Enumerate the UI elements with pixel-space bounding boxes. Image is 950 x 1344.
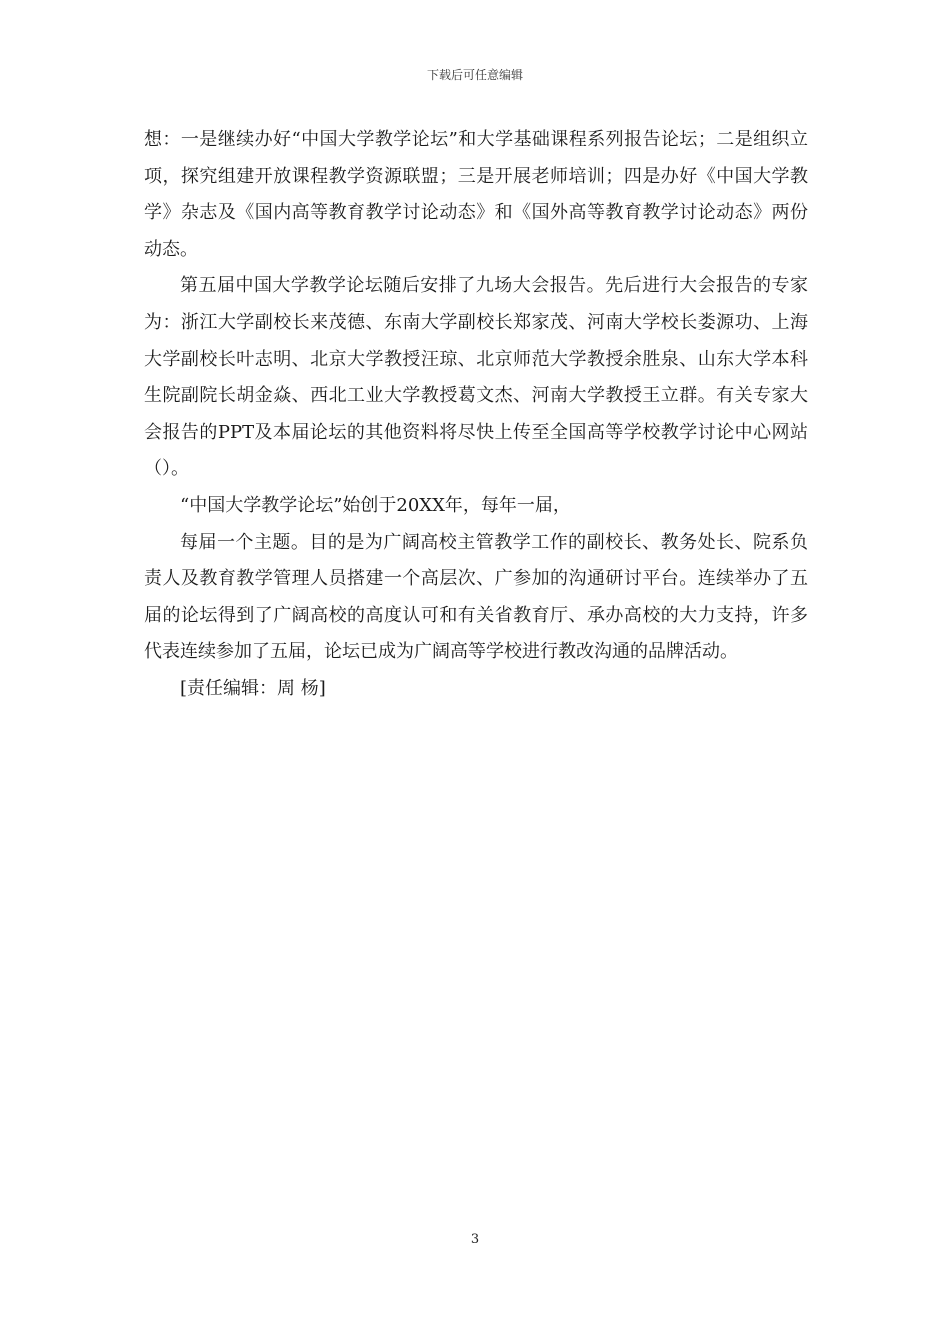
paragraph-continuation: 想：一是继续办好“中国大学教学论坛”和大学基础课程系列报告论坛；二是组织立项，探究组建开放课程教学资源联盟；三是开展老师培训；四是办好《中国大学教学》杂志及《国内高等教育教学讨论动态》和《国外高等教育教学讨论动态》两份动态。	[144, 129, 808, 260]
page-header: 下载后可任意编辑	[426, 68, 523, 82]
responsible-editor: [责任编辑：周 杨]	[180, 677, 326, 699]
paragraph-forum-origin: “中国大学教学论坛”始创于20XX年，每年一届，	[180, 494, 571, 516]
page-number: 3	[470, 1232, 480, 1247]
paragraph-forum-purpose: 每届一个主题。目的是为广阔高校主管教学工作的副校长、教务处长、院系负责人及教育教学管理人员搭建一个高层次、广参加的沟通研讨平台。连续举办了五届的论坛得到了广阔高校的高度认可和有关省教育厅、承办高校的大力支持，许多代表连续参加了五届，论坛已成为广阔高等学校进行教改沟通的品牌活动。	[144, 531, 808, 663]
paragraph-reports: 第五届中国大学教学论坛随后安排了九场大会报告。先后进行大会报告的专家为：浙江大学副校长来茂德、东南大学副校长郑家茂、河南大学校长娄源功、上海大学副校长叶志明、北京大学教授汪琼、北京师范大学教授余胜泉、山东大学本科生院副院长胡金焱、西北工业大学教授葛文杰、河南大学教授王立群。有关专家大会报告的PPT及本届论坛的其他资料将尽快上传至全国高等学校教学讨论中心网站（）。	[144, 275, 808, 480]
document-body	[144, 122, 808, 708]
